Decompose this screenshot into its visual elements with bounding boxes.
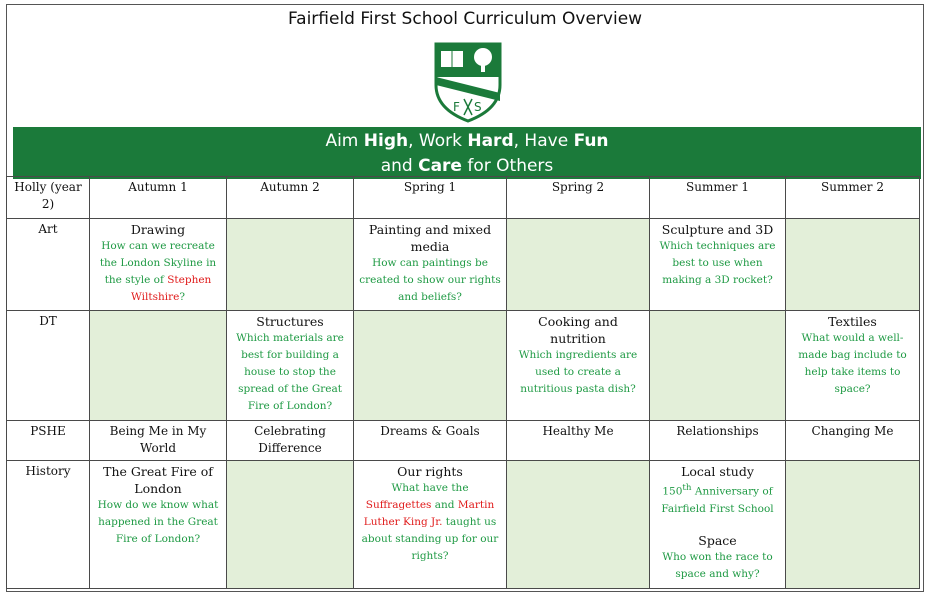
cell-history-spring1 [354, 461, 507, 589]
motto-bold: Hard [467, 131, 514, 151]
motto-line-1 [13, 129, 921, 154]
enquiry-question: Which materials are best for building a house to stop the spread of the Great Fire of London? [236, 332, 344, 412]
motto-text: Aim [325, 131, 364, 151]
cell-dt-summer1-empty [650, 311, 786, 421]
question-text: How can we recreate the London Skyline in the style of [99, 240, 217, 286]
topic-title: Local study [681, 464, 754, 479]
motto-text: and [380, 156, 419, 176]
motto-bold: High [363, 131, 409, 151]
cell-art-summer2-empty [786, 219, 920, 311]
column-header-summer2: Summer 2 [786, 177, 920, 219]
enquiry-question: What would a well-made bag include to help take items to space? [798, 332, 907, 395]
column-header-spring2: Spring 2 [507, 177, 650, 219]
column-header-spring1: Spring 1 [354, 177, 507, 219]
page-title: Fairfield First School Curriculum Overview [287, 9, 643, 29]
topic-title: Drawing [130, 222, 186, 237]
topic-title-2: Space [698, 532, 737, 548]
column-header-class: Holly (year 2) [7, 177, 90, 219]
column-header-summer1: Summer 1 [650, 177, 786, 219]
cell-art-autumn1 [90, 219, 227, 311]
motto-bold: Care [418, 156, 462, 176]
cell-history-summer2-empty [786, 461, 920, 589]
cell-history-summer1 [650, 461, 786, 589]
row-label-pshe: PSHE [7, 421, 90, 461]
enquiry-question: Which techniques are best to use when making a 3D rocket? [659, 240, 776, 286]
topic-title: Textiles [828, 314, 877, 329]
curriculum-table [6, 176, 920, 589]
topic-title: Sculpture and 3D [661, 222, 774, 237]
school-crest-logo [433, 41, 503, 123]
cell-dt-autumn2 [227, 311, 354, 421]
anniversary-number: 150 [662, 485, 683, 498]
question-text: and [431, 499, 458, 511]
table-row-history [7, 461, 920, 589]
school-motto-banner [13, 127, 921, 179]
question-text: Anniversary of Fairfield First School [661, 485, 774, 515]
enquiry-question [93, 238, 223, 306]
cell-history-autumn1 [90, 461, 227, 589]
cell-pshe-autumn2: Celebrating Difference [227, 421, 354, 461]
highlighted-name: Stephen Wiltshire [131, 274, 212, 303]
row-label-art: Art [7, 219, 90, 311]
enquiry-question [653, 480, 782, 518]
topic-title: Painting and mixed media [368, 222, 492, 254]
enquiry-question-2: Who won the race to space and why? [662, 550, 773, 580]
motto-text: for Others [461, 156, 554, 176]
table-row-art [7, 219, 920, 311]
motto-bold: Fun [573, 131, 609, 151]
enquiry-question: Which ingredients are used to create a nutritious pasta dish? [518, 349, 638, 395]
ordinal-suffix: th [682, 483, 692, 493]
column-header-autumn1: Autumn 1 [90, 177, 227, 219]
cell-pshe-summer1: Relationships [650, 421, 786, 461]
question-text: taught us about standing up for our rights? [361, 516, 499, 562]
highlighted-name: Martin Luther King Jr. [363, 499, 495, 528]
enquiry-question: How can paintings be created to show our rights and beliefs? [359, 257, 501, 303]
cell-dt-spring2 [507, 311, 650, 421]
cell-art-summer1 [650, 219, 786, 311]
table-row-pshe [7, 421, 920, 461]
topic-title: The Great Fire of London [103, 464, 213, 496]
row-label-dt: DT [7, 311, 90, 421]
cell-art-autumn2-empty [227, 219, 354, 311]
motto-text: , Work [408, 131, 468, 151]
topic-title: Our rights [397, 464, 463, 479]
cell-pshe-autumn1: Being Me in My World [90, 421, 227, 461]
cell-pshe-spring2: Healthy Me [507, 421, 650, 461]
cell-art-spring1 [354, 219, 507, 311]
topic-title: Structures [256, 314, 324, 329]
question-text: What have the [391, 482, 469, 494]
cell-art-spring2-empty [507, 219, 650, 311]
cell-history-autumn2-empty [227, 461, 354, 589]
highlighted-name: Suffragettes [365, 499, 432, 511]
crest-letter-f: F [453, 100, 460, 114]
table-row-dt [7, 311, 920, 421]
cell-pshe-summer2: Changing Me [786, 421, 920, 461]
column-header-autumn2: Autumn 2 [227, 177, 354, 219]
question-text: ? [179, 291, 185, 303]
topic-title: Cooking and nutrition [538, 314, 618, 346]
cell-dt-summer2 [786, 311, 920, 421]
enquiry-question [357, 480, 503, 565]
enquiry-question: How do we know what happened in the Great Fire of London? [97, 499, 219, 545]
cell-history-spring2-empty [507, 461, 650, 589]
header-row [7, 177, 920, 219]
crest-letter-s: S [474, 100, 482, 114]
motto-text: , Have [513, 131, 574, 151]
cell-dt-spring1-empty [354, 311, 507, 421]
cell-pshe-spring1: Dreams & Goals [354, 421, 507, 461]
row-label-history: History [7, 461, 90, 589]
cell-dt-autumn1-empty [90, 311, 227, 421]
